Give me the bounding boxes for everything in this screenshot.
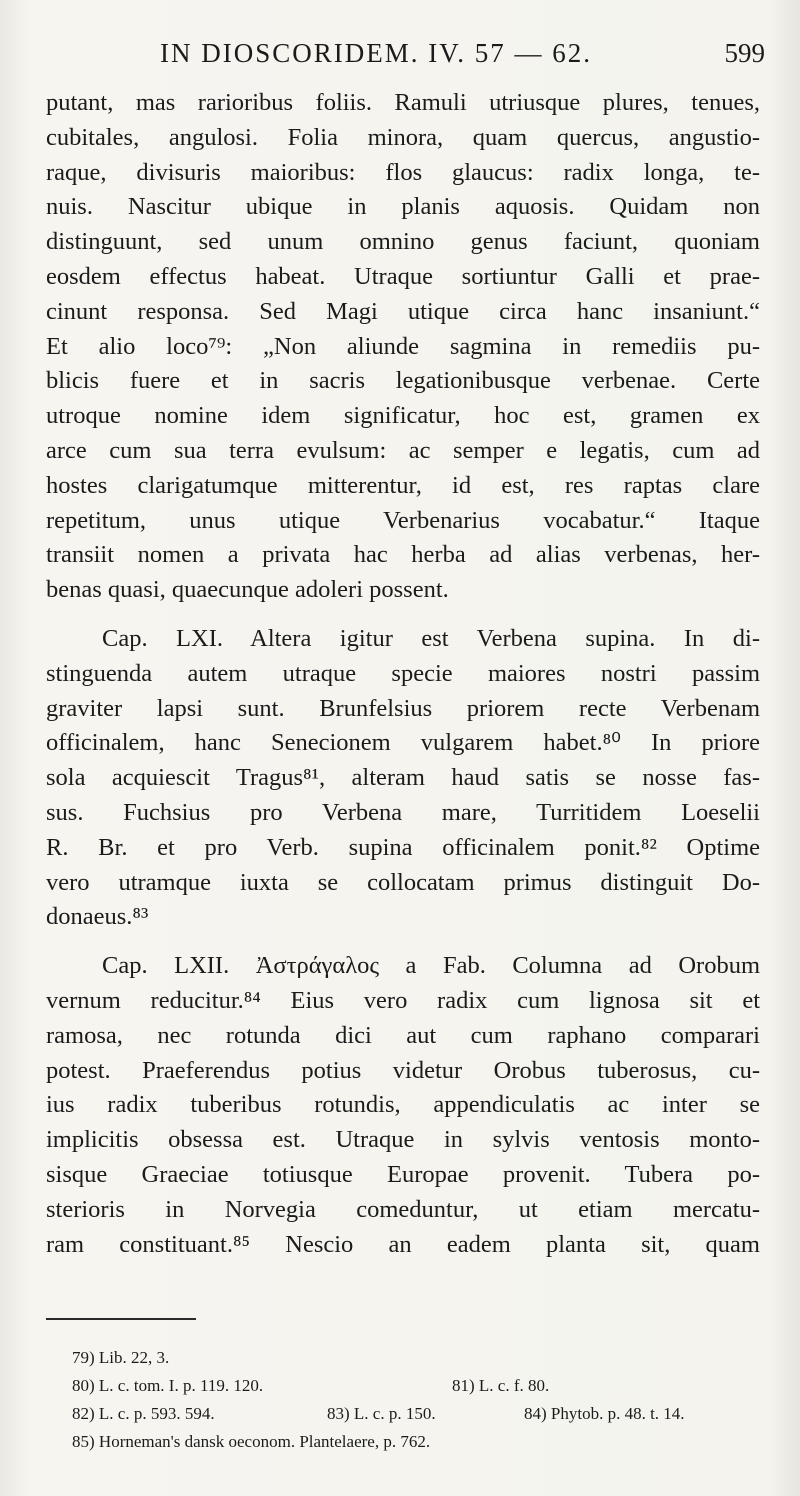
page-number: 599 [724, 38, 765, 68]
footnote-80: 80) L. c. tom. I. p. 119. 120. [72, 1376, 264, 1395]
text-line: ram constituant.⁸⁵ Nescio an eadem planta sit, quam [46, 1230, 760, 1258]
text-line: sterioris in Norvegia comeduntur, ut etiam mercatu- [46, 1195, 760, 1223]
footnote-83: 83) L. c. p. 150. [327, 1404, 436, 1423]
text-line: Cap. LXII. Ἀστράγαλος a Fab. Columna ad Orobum [102, 952, 760, 980]
text-line: sola acquiescit Tragus⁸¹, alteram haud satis se nosse fas- [46, 764, 760, 792]
paragraph-gap [46, 608, 760, 622]
text-line: cubitales, angulosi. Folia minora, quam quercus, angustio- [46, 123, 760, 151]
text-line: distinguunt, sed unum omnino genus faciunt, quoniam [46, 228, 760, 256]
footnote-row [72, 1400, 762, 1428]
text-line: transiit nomen a privata hac herba ad alias verbenas, her- [46, 541, 760, 569]
text-line: implicitis obsessa est. Utraque in sylvis ventosis monto- [46, 1126, 760, 1154]
footnote-row [72, 1372, 762, 1400]
footnotes [72, 1344, 762, 1456]
text-line: sus. Fuchsius pro Verbena mare, Turritidem Loeselii [46, 798, 760, 826]
text-line: blicis fuere et in sacris legationibusque verbenae. Certe [46, 367, 760, 395]
text-line: potest. Praeferendus potius videtur Orobus tuberosus, cu- [46, 1056, 760, 1084]
text-line: R. Br. et pro Verb. supina officinalem ponit.⁸² Optime [46, 833, 760, 861]
running-title: IN DIOSCORIDEM. IV. 57 — 62. [160, 38, 593, 68]
text-line: officinalem, hanc Senecionem vulgarem habet.⁸⁰ In priore [46, 729, 760, 757]
text-line: benas quasi, quaecunque adoleri possent. [46, 576, 449, 604]
footnote-85: 85) Horneman's dansk oeconom. Plantelaere, p. 762. [72, 1432, 431, 1451]
footnote-row [72, 1428, 762, 1456]
text-line: nuis. Nascitur ubique in planis aquosis. Quidam non [46, 193, 760, 221]
text-line: stinguenda autem utraque specie maiores nostri passim [46, 659, 760, 687]
text-line: eosdem effectus habeat. Utraque sortiuntur Galli et prae- [46, 262, 760, 290]
text-line: utroque nomine idem significatur, hoc est, gramen ex [46, 402, 760, 430]
text-line: raque, divisuris maioribus: flos glaucus: radix longa, te- [46, 158, 760, 186]
text-line: sisque Graeciae totiusque Europae provenit. Tubera po- [46, 1160, 760, 1188]
text-line: ramosa, nec rotunda dici aut cum raphano comparari [46, 1021, 760, 1049]
text-line: donaeus.⁸³ [46, 903, 149, 931]
text-line: ius radix tuberibus rotundis, appendiculatis ac inter se [46, 1091, 760, 1119]
footnote-rule [46, 1318, 196, 1320]
paragraph-gap [46, 935, 760, 949]
text-line: vero utramque iuxta se collocatam primus distinguit Do- [46, 868, 760, 896]
text-line: Et alio loco⁷⁹: „Non aliunde sagmina in remediis pu- [46, 332, 760, 360]
text-line: hostes clarigatumque mitterentur, id est, res raptas clare [46, 471, 760, 499]
text-line: arce cum sua terra evulsum: ac semper e legatis, cum ad [46, 436, 760, 464]
text-line: graviter lapsi sunt. Brunfelsius priorem recte Verbenam [46, 694, 760, 722]
footnote-84: 84) Phytob. p. 48. t. 14. [524, 1404, 685, 1423]
running-head [160, 38, 765, 78]
footnote-82: 82) L. c. p. 593. 594. [72, 1404, 215, 1423]
footnote-row [72, 1344, 762, 1372]
footnote-81: 81) L. c. f. 80. [452, 1376, 550, 1395]
text-line: vernum reducitur.⁸⁴ Eius vero radix cum lignosa sit et [46, 986, 760, 1014]
text-line: putant, mas rarioribus foliis. Ramuli utriusque plures, tenues, [46, 89, 760, 116]
body-text [46, 86, 760, 1262]
text-line: Cap. LXI. Altera igitur est Verbena supina. In di- [102, 624, 760, 652]
text-line: repetitum, unus utique Verbenarius vocabatur.“ Itaque [46, 506, 760, 534]
text-line: cinunt responsa. Sed Magi utique circa hanc insaniunt.“ [46, 297, 760, 325]
footnote-79: 79) Lib. 22, 3. [72, 1348, 170, 1367]
